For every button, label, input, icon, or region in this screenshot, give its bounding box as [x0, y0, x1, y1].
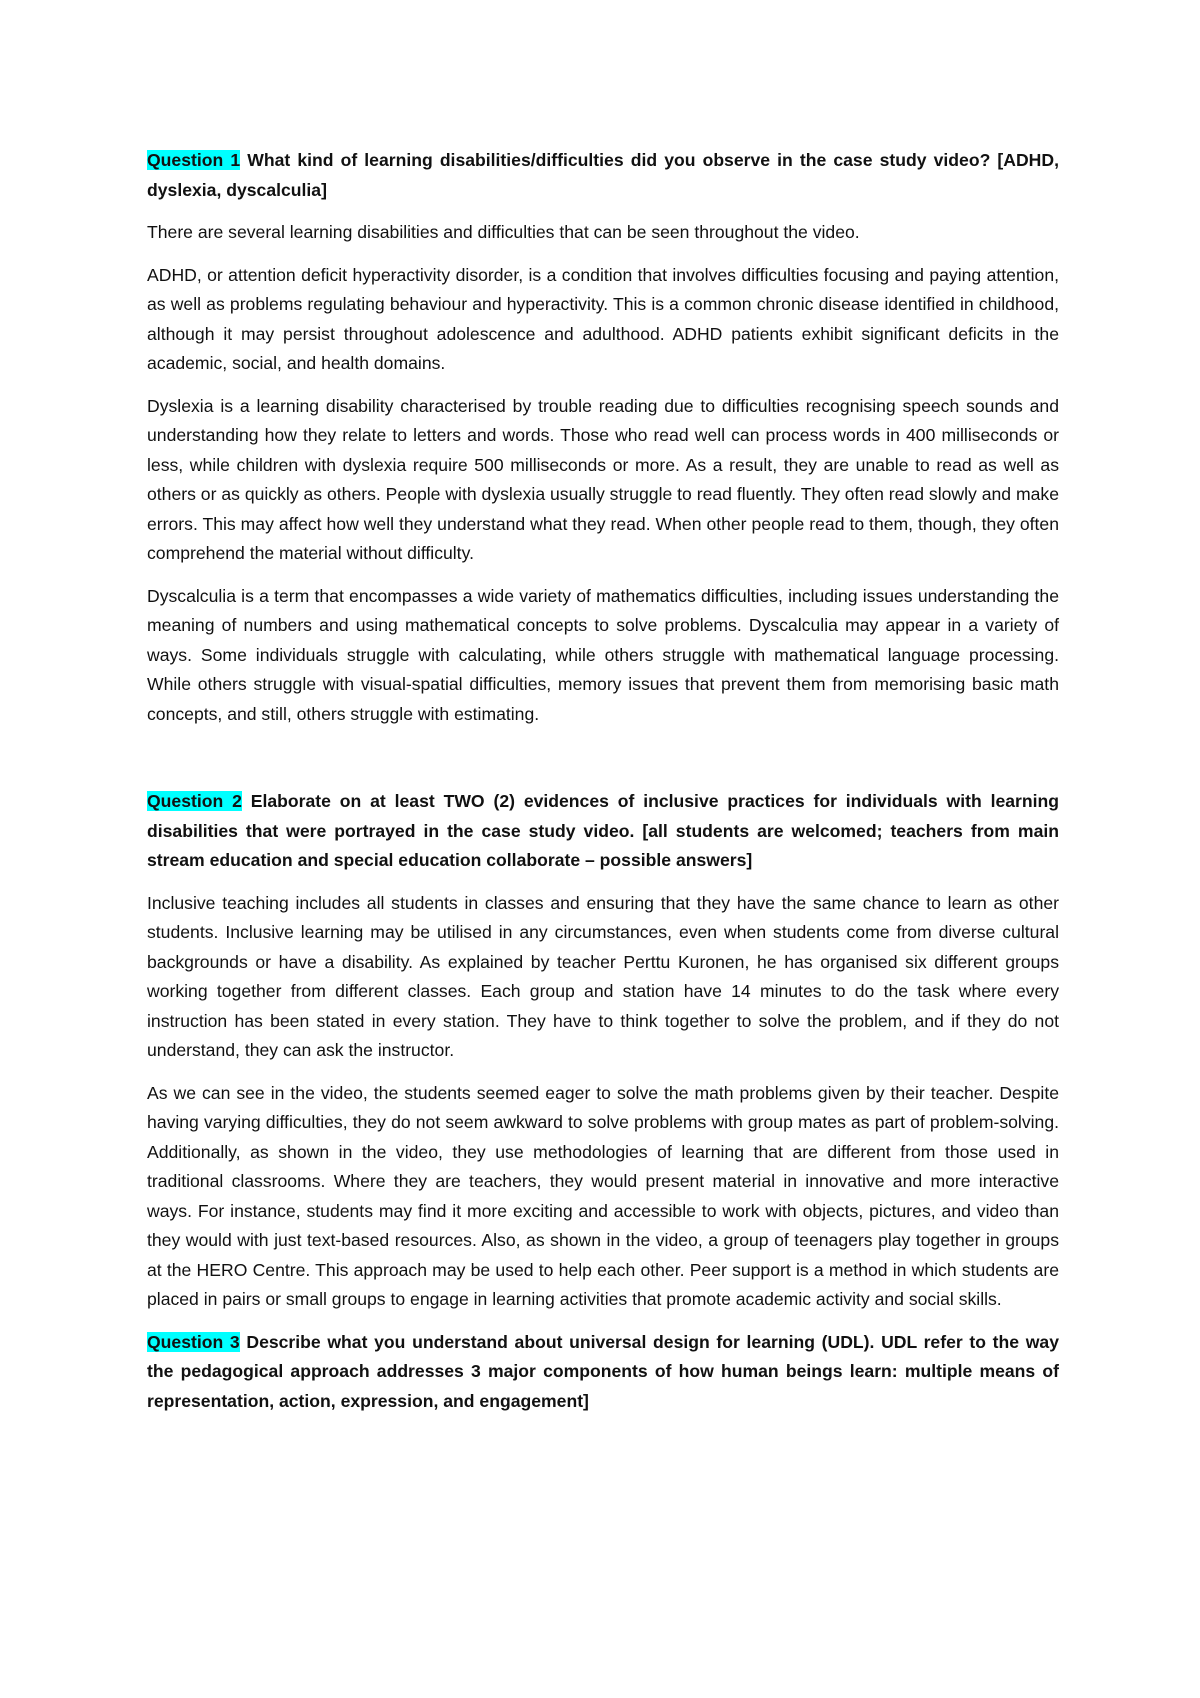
question-2-label: Question 2 — [147, 791, 242, 811]
q1-paragraph-intro: There are several learning disabilities and difficulties that can be seen throughout the video. — [147, 222, 860, 242]
q1-paragraph-adhd: ADHD, or attention deficit hyperactivity disorder, is a condition that involves difficulties focusing and paying attention, as well as problems regulating behaviour and hyperactivity. This is a common chronic disease identified in childhood, although it may persist throughout adolescence and adulthood. ADHD patients exhibit significant deficits in the academic, social, and health domains. — [147, 264, 1059, 373]
question-3-label: Question 3 — [147, 1331, 240, 1352]
question-2-heading — [147, 787, 1059, 876]
q2-paragraph-inclusive-teaching: Inclusive teaching includes all students in classes and ensuring that they have the same chance to learn as other students. Inclusive learning may be utilised in any circumstances, even when students come from diverse cultural backgrounds or have a disability. As explained by teacher Perttu Kuronen, he has organised six different groups working together from different classes. Each group and station have 14 minutes to do the task where every instruction has been stated in every station. They have to think together to solve the problem, and if they do not understand, they can ask the instructor. — [147, 892, 1059, 1060]
question-3-heading — [147, 1328, 1059, 1417]
document-body — [147, 146, 1059, 1429]
q1-paragraph-dyslexia: Dyslexia is a learning disability characterised by trouble reading due to difficulties recognising speech sounds and understanding how they relate to letters and words. Those who read well can process words in 400 milliseconds or less, while children with dyslexia require 500 milliseconds or more. As a result, they are unable to read as well as others or as quickly as others. People with dyslexia usually struggle to read fluently. They often read slowly and make errors. This may affect how well they understand what they read. When other people read to them, though, they often comprehend the material without difficulty. — [147, 395, 1059, 563]
q2-paragraph-video-evidence: As we can see in the video, the students seemed eager to solve the math problems given by their teacher. Despite having varying difficulties, they do not seem awkward to solve problems with group mates as part of problem-solving. Additionally, as shown in the video, they use methodologies of learning that are different from those used in traditional classrooms. Where they are teachers, they would present material in innovative and more interactive ways. For instance, students may find it more exciting and accessible to work with objects, pictures, and video than they would with just text-based resources. Also, as shown in the video, a group of teenagers play together in groups at the HERO Centre. This approach may be used to help each other. Peer support is a method in which students are placed in pairs or small groups to engage in learning activities that promote academic activity and social skills. — [147, 1082, 1059, 1309]
question-1-label: Question 1 — [147, 150, 241, 170]
question-1-prompt: What kind of learning disabilities/difficulties did you observe in the case study video? [ADHD, dyslexia, dyscalculia] — [147, 150, 1059, 200]
question-3-prompt: Describe what you understand about universal design for learning (UDL). UDL refer to the way the pedagogical approach addresses 3 major components of how human beings learn: multiple means of representation, action, expression, and engagement] — [147, 1331, 1059, 1411]
question-1-heading — [147, 146, 1059, 205]
q1-paragraph-dyscalculia: Dyscalculia is a term that encompasses a wide variety of mathematics difficulties, including issues understanding the meaning of numbers and using mathematical concepts to solve problems. Dyscalculia may appear in a variety of ways. Some individuals struggle with calculating, while others struggle with mathematical language processing. While others struggle with visual-spatial difficulties, memory issues that prevent them from memorising basic math concepts, and still, others struggle with estimating. — [147, 585, 1059, 724]
question-2-prompt: Elaborate on at least TWO (2) evidences of inclusive practices for individuals with learning disabilities that were portrayed in the case study video. [all students are welcomed; teachers from main stream education and special education collaborate – possible answers] — [147, 791, 1060, 870]
